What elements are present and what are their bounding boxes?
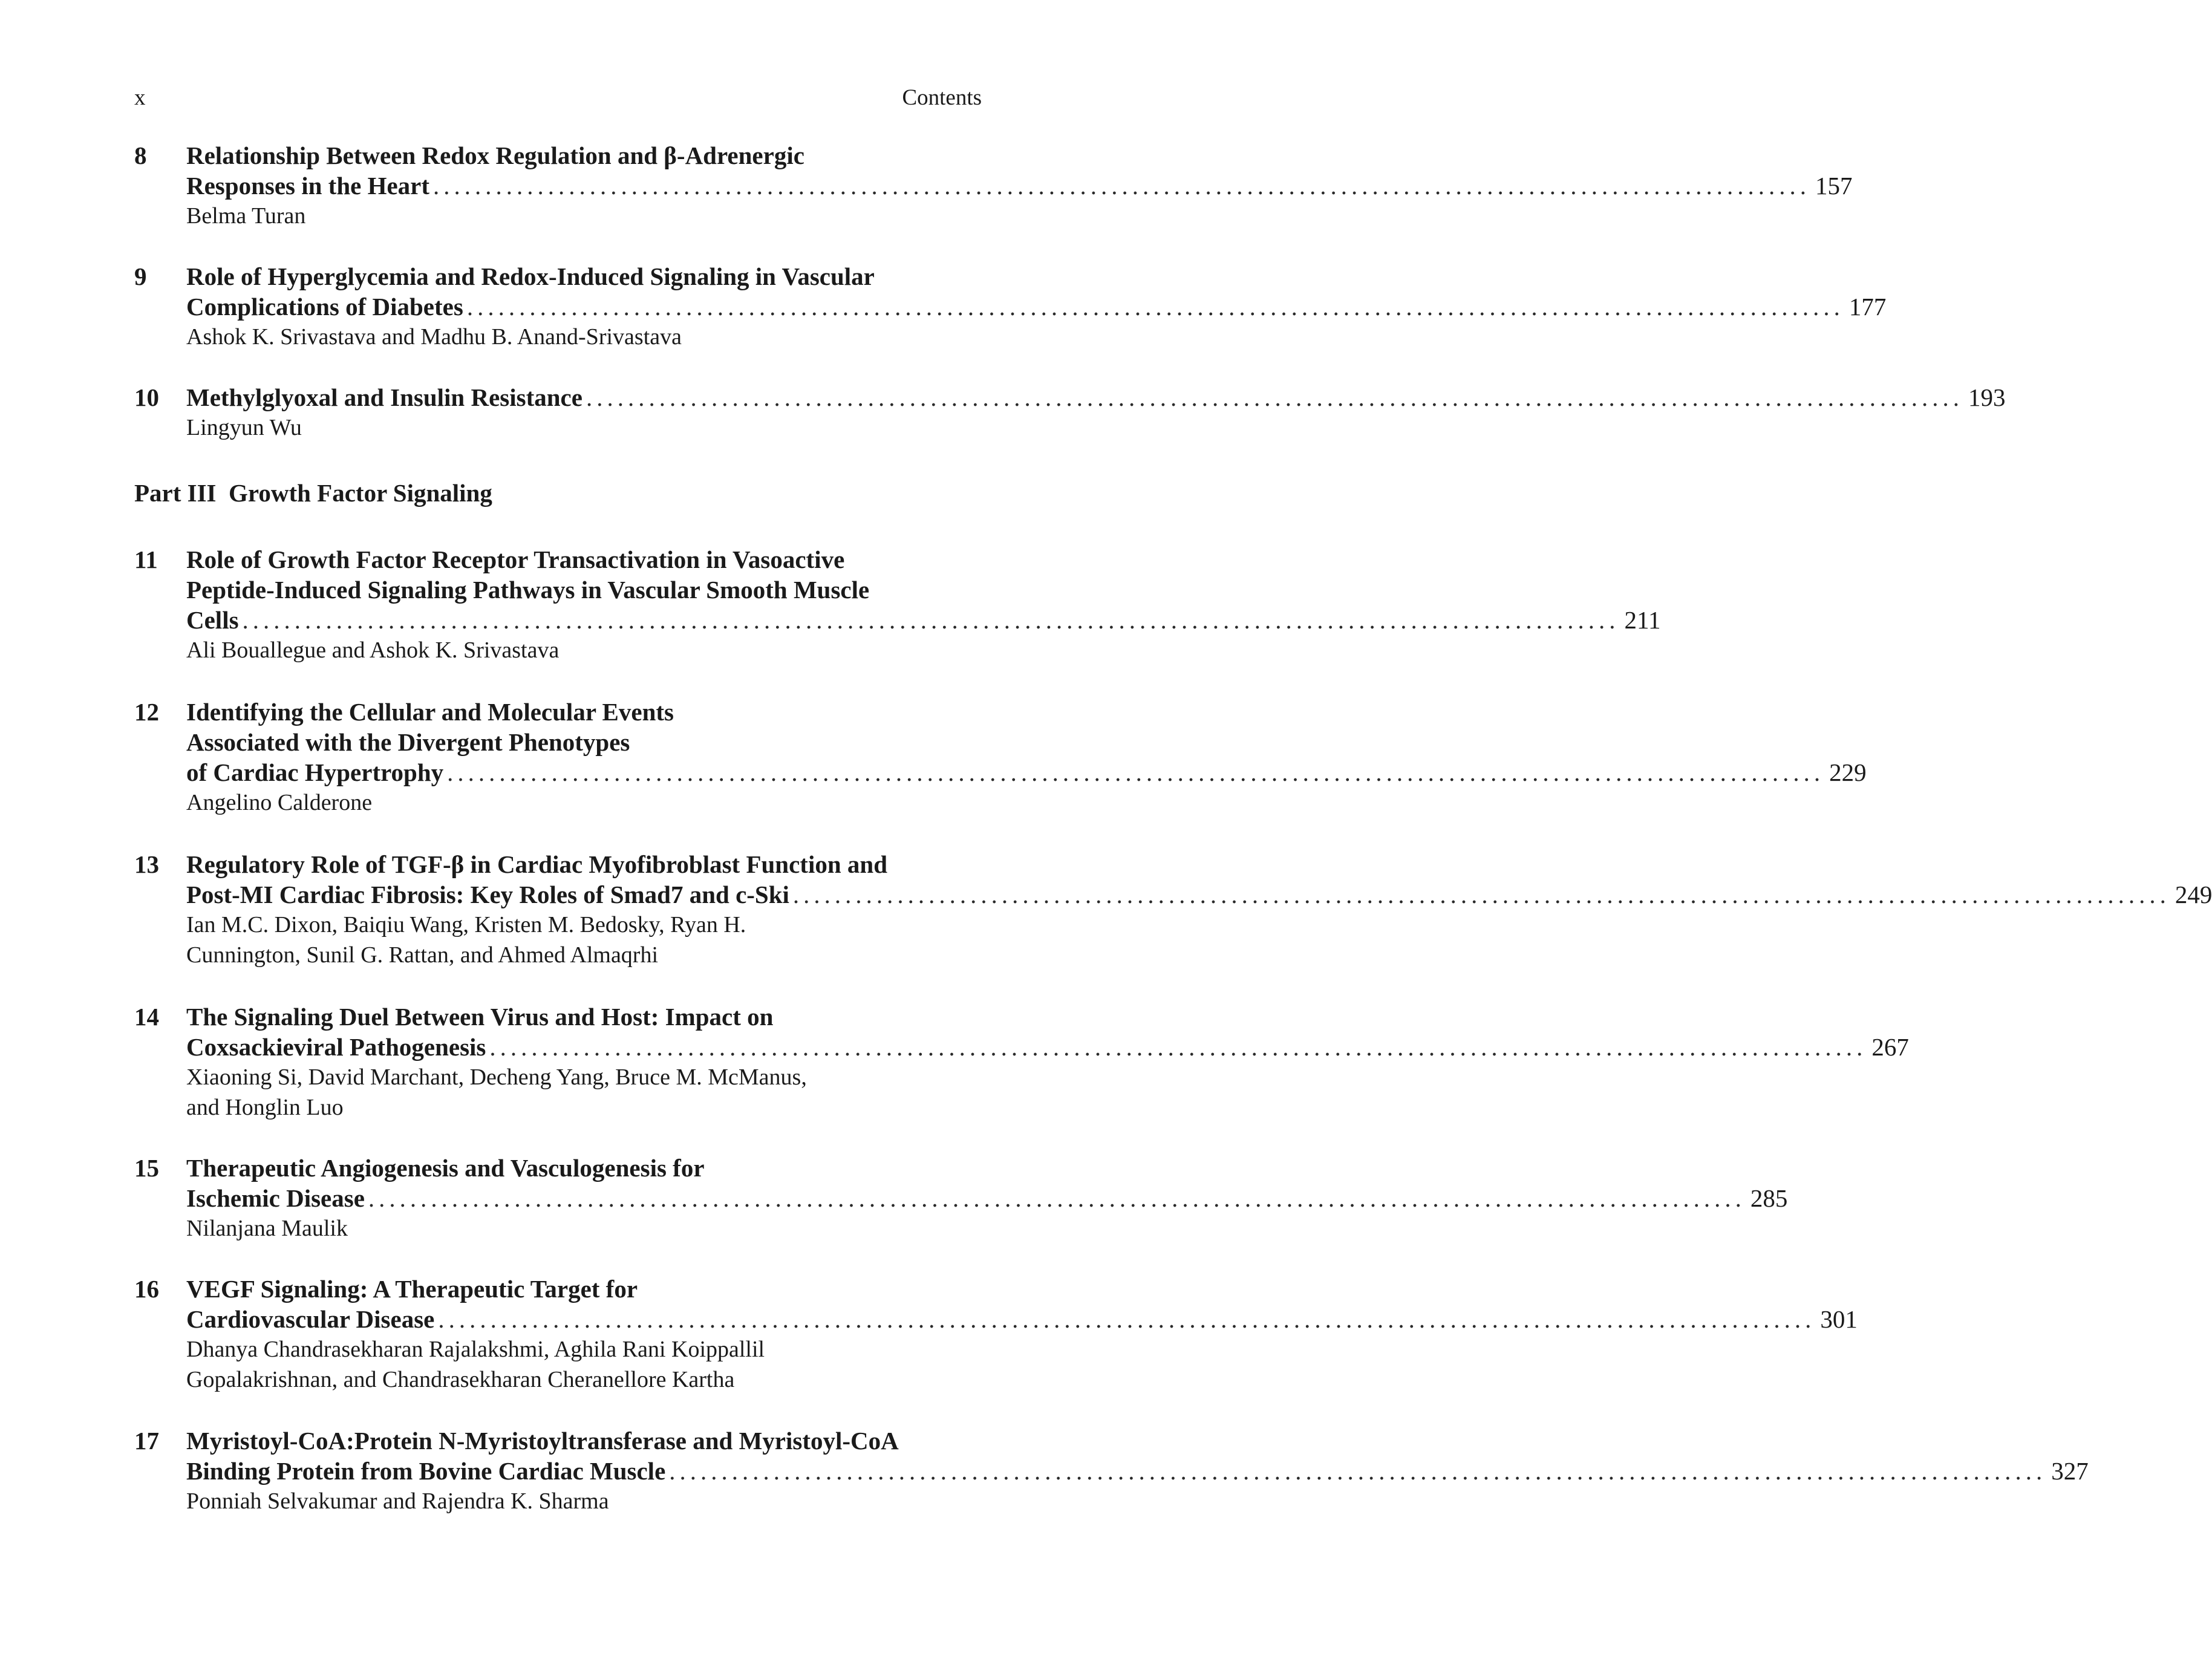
chapter-number: 15 [134,1154,159,1182]
author-line: Cunnington, Sunil G. Rattan, and Ahmed Almaqrhi [186,942,659,968]
chapter-title-line: VEGF Signaling: A Therapeutic Target for [186,1275,638,1303]
dot-leader: .................................................................................................................................... [433,172,1811,200]
chapter-title-line: Complications of Diabetes [186,293,463,321]
toc-entry-chapter-17[interactable] [134,1426,2089,1516]
chapter-authors [186,635,982,665]
dot-leader: .................................................................................................................................... [242,606,1620,634]
toc-entry-chapter-13[interactable] [134,849,2212,970]
author-line: Angelino Calderone [186,790,373,815]
dot-leader: .................................................................................................................................... [586,383,1963,411]
chapter-page-number[interactable]: 157 [1815,172,1853,200]
chapter-page-number[interactable]: 267 [1871,1033,1909,1061]
chapter-title-line: Binding Protein from Bovine Cardiac Muscle [186,1457,666,1485]
chapter-number: 11 [134,546,158,573]
chapter-number: 16 [134,1275,159,1303]
chapter-number: 9 [134,262,147,290]
author-line: Gopalakrishnan, and Chandrasekharan Cheranellore Kartha [186,1367,735,1392]
chapter-page-number[interactable]: 193 [1968,383,2006,411]
chapter-authors [186,787,982,818]
part-label: Part III [134,479,217,507]
toc-entry-chapter-15[interactable] [134,1153,1788,1244]
author-line: Dhanya Chandrasekharan Rajalakshmi, Aghila Rani Koippallil [186,1337,765,1362]
chapter-page-number[interactable]: 177 [1848,293,1887,321]
chapter-authors [186,1334,982,1395]
author-line: Nilanjana Maulik [186,1216,348,1241]
chapter-title-line: Coxsackieviral Pathogenesis [186,1033,486,1061]
chapter-authors [186,412,982,443]
author-line: Belma Turan [186,203,306,229]
chapter-page-number[interactable]: 249 [2174,881,2212,908]
toc-entry-chapter-8[interactable] [134,140,1853,231]
author-line: and Honglin Luo [186,1095,344,1120]
dot-leader: .................................................................................................................................... [368,1184,1746,1212]
toc-entry-chapter-16[interactable] [134,1274,1858,1395]
chapter-page-number[interactable]: 211 [1624,606,1661,634]
dot-leader: .................................................................................................................................... [669,1457,2047,1485]
chapter-number: 14 [134,1003,159,1031]
chapter-page-number[interactable]: 327 [2051,1457,2089,1485]
chapter-title-line: Regulatory Role of TGF-β in Cardiac Myofibroblast Function and [186,850,887,878]
author-line: Ponniah Selvakumar and Rajendra K. Sharma [186,1488,609,1514]
running-head [134,85,982,111]
toc-entry-chapter-12[interactable] [134,697,1867,818]
chapter-number: 8 [134,142,147,169]
chapter-number: 12 [134,698,159,726]
chapter-title-line: Relationship Between Redox Regulation and β-Adrenergic [186,142,804,169]
chapter-title-line: of Cardiac Hypertrophy [186,758,444,786]
chapter-page-number[interactable]: 285 [1750,1184,1788,1212]
chapter-number: 10 [134,383,159,411]
page-number-roman: x [134,85,146,110]
dot-leader: .................................................................................................................................... [438,1305,1816,1333]
author-line: Lingyun Wu [186,415,302,440]
chapter-authors [186,201,982,231]
chapter-title-line: Responses in the Heart [186,172,430,200]
chapter-title-line: Cells [186,606,239,634]
chapter-title-line: Therapeutic Angiogenesis and Vasculogenesis for [186,1154,705,1182]
chapter-authors [186,1213,982,1244]
author-line: Xiaoning Si, David Marchant, Decheng Yang, Bruce M. McManus, [186,1064,807,1090]
author-line: Ashok K. Srivastava and Madhu B. Anand-Srivastava [186,324,682,350]
chapter-page-number[interactable]: 229 [1829,758,1867,786]
chapter-authors [186,1486,982,1516]
chapter-title-line: Post-MI Cardiac Fibrosis: Key Roles of Smad7 and c-Ski [186,881,789,908]
chapter-page-number[interactable]: 301 [1820,1305,1858,1333]
chapter-title-line: Associated with the Divergent Phenotypes [186,728,630,756]
chapter-number: 13 [134,850,159,878]
chapter-title-line: Cardiovascular Disease [186,1305,435,1333]
chapter-title-line: Ischemic Disease [186,1184,365,1212]
toc-entry-chapter-9[interactable] [134,261,1887,352]
chapter-title-line: Methylglyoxal and Insulin Resistance [186,383,582,411]
chapter-title-line: Role of Hyperglycemia and Redox-Induced Signaling in Vascular [186,262,875,290]
chapter-number: 17 [134,1427,159,1455]
author-line: Ali Bouallegue and Ashok K. Srivastava [186,637,560,663]
chapter-title-line: Peptide-Induced Signaling Pathways in Vascular Smooth Muscle [186,576,870,604]
toc-entry-chapter-10[interactable] [134,382,2006,443]
part-heading [134,478,492,508]
dot-leader: .................................................................................................................................... [792,881,2170,908]
dot-leader: .................................................................................................................................... [447,758,1825,786]
chapter-title-line: Role of Growth Factor Receptor Transactivation in Vasoactive [186,546,845,573]
dot-leader: .................................................................................................................................... [489,1033,1867,1061]
chapter-title-line: Identifying the Cellular and Molecular Events [186,698,674,726]
chapter-authors [186,910,982,970]
chapter-authors [186,1062,982,1123]
dot-leader: .................................................................................................................................... [466,293,1844,321]
chapter-title-line: The Signaling Duel Between Virus and Host: Impact on [186,1003,774,1031]
toc-entry-chapter-14[interactable] [134,1002,1909,1123]
toc-entry-chapter-11[interactable] [134,544,1661,665]
author-line: Ian M.C. Dixon, Baiqiu Wang, Kristen M. Bedosky, Ryan H. [186,912,746,937]
part-title: Growth Factor Signaling [229,479,492,507]
chapter-authors [186,322,982,352]
chapter-title-line: Myristoyl-CoA:Protein N-Myristoyltransferase and Myristoyl-CoA [186,1427,899,1455]
running-head-title: Contents [902,85,982,110]
